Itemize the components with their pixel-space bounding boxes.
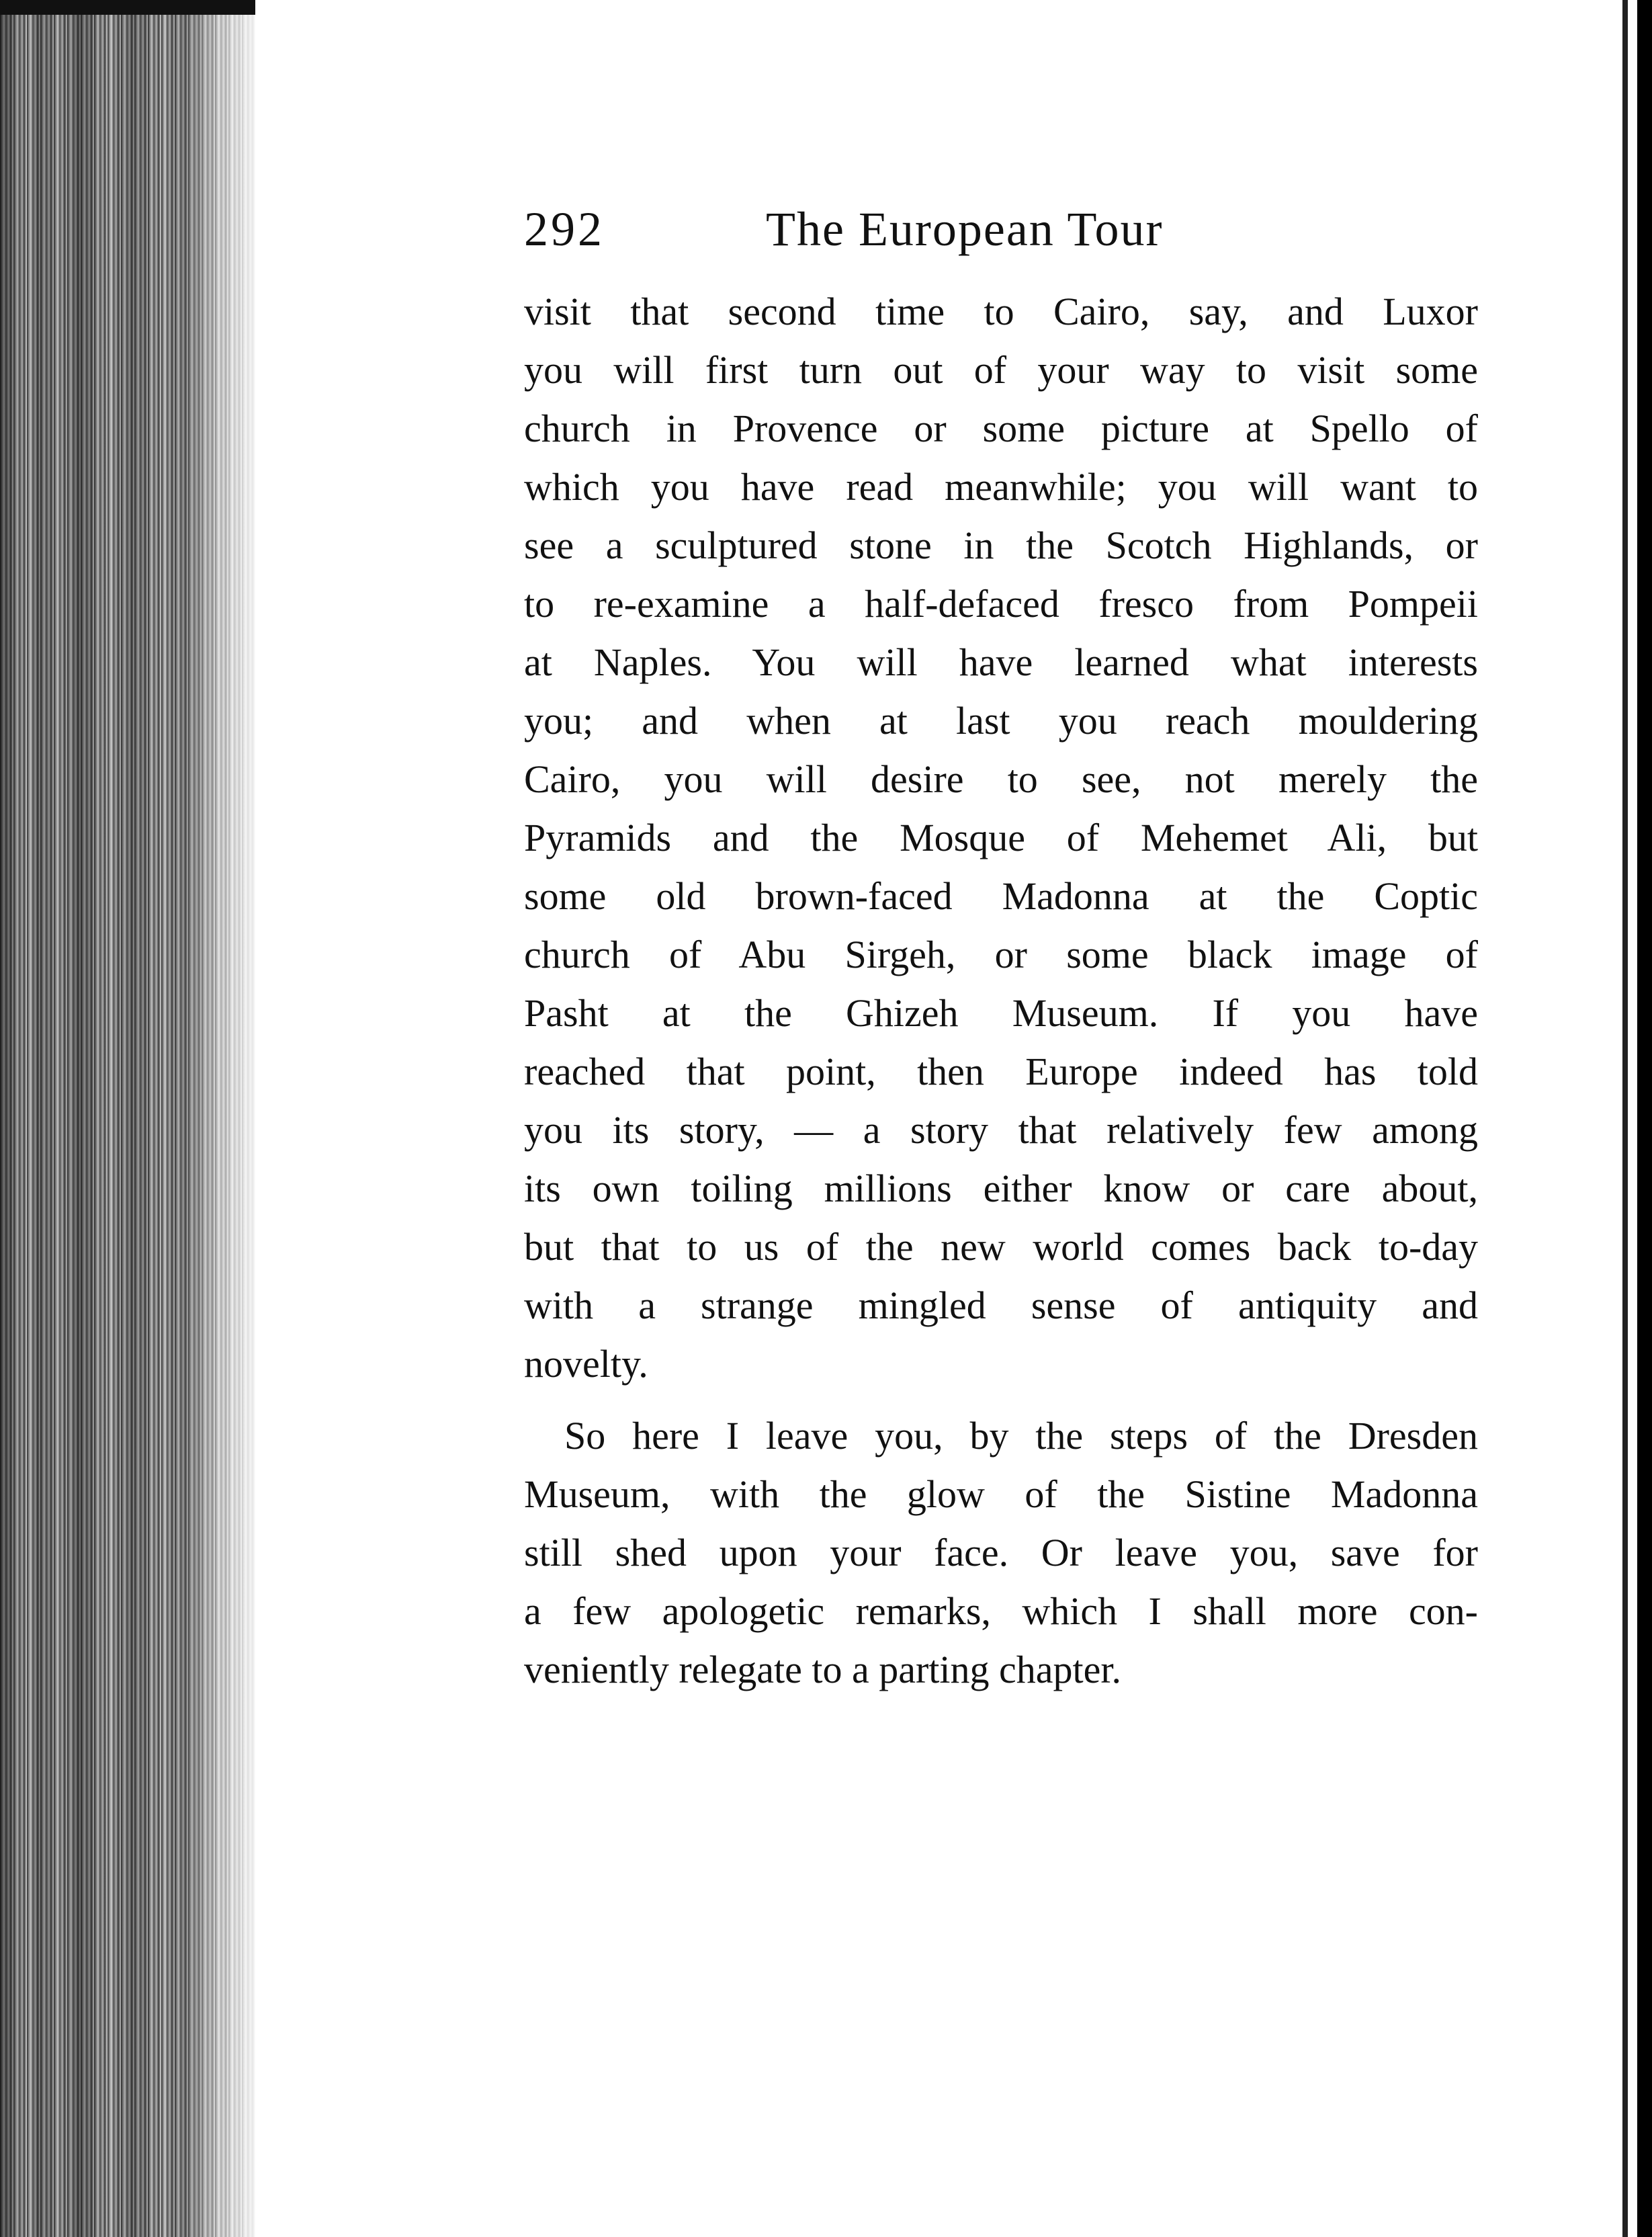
text-line: which you have read meanwhile; you will want to [524,465,1478,509]
page-edge [0,0,255,2237]
text-line: you; and when at last you reach mouldering [524,699,1478,743]
text-line: see a sculptured stone in the Scotch Highlands, or [524,523,1478,567]
text-line: novelty. [524,1342,648,1386]
text-line: some old brown-faced Madonna at the Coptic [524,874,1478,918]
text-line: church of Abu Sirgeh, or some black image of [524,933,1478,976]
book-page [524,202,1478,1699]
text-line: at Naples. You will have learned what interests [524,640,1478,684]
paragraph-2 [524,1406,1478,1699]
text-line: still shed upon your face. Or leave you, save for [524,1531,1478,1574]
text-line: to re-examine a half-defaced fresco from Pompeii [524,582,1478,626]
text-line: a few apologetic remarks, which I shall more con- [524,1589,1478,1633]
text-line: visit that second time to Cairo, say, and Luxor [524,290,1478,333]
text-line: reached that point, then Europe indeed has told [524,1050,1478,1093]
paragraph-1 [524,282,1478,1393]
text-line: church in Provence or some picture at Spello of [524,407,1478,450]
text-line: with a strange mingled sense of antiquity and [524,1283,1478,1327]
running-head [524,202,1478,262]
text-line: Pasht at the Ghizeh Museum. If you have [524,991,1478,1035]
text-line: but that to us of the new world comes back to-day [524,1225,1478,1269]
text-line: you its story, — a story that relatively few among [524,1108,1478,1152]
text-line: Pyramids and the Mosque of Mehemet Ali, but [524,816,1478,859]
scan-edge-top [0,0,255,15]
paragraph-gap [524,1393,1478,1406]
scan-border-inner [1622,0,1628,2237]
scan-border-right [1637,0,1652,2237]
running-title: The European Tour [766,202,1164,256]
text-line: Cairo, you will desire to see, not merely the [524,757,1478,801]
text-line: you will first turn out of your way to visit some [524,348,1478,392]
page-number: 292 [524,202,605,256]
text-line: Museum, with the glow of the Sistine Madonna [524,1472,1478,1516]
body-text [524,282,1478,1699]
text-line: its own toiling millions either know or care about, [524,1167,1478,1210]
text-line: So here I leave you, by the steps of the Dresden [564,1414,1478,1458]
text-line: veniently relegate to a parting chapter. [524,1648,1121,1691]
